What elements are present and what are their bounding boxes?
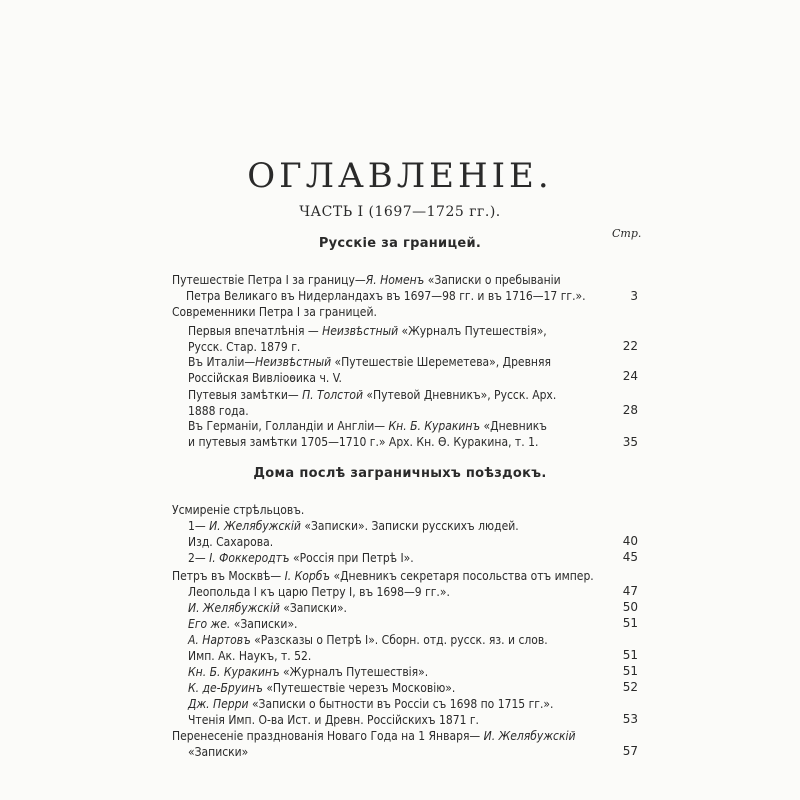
toc-line: Россійская Вивліоѳика ч. V. — [188, 371, 342, 385]
toc-line: Дж. Перри «Записки о бытности въ Россіи съ 1698 по 1715 гг.». — [188, 697, 554, 711]
toc-line: Петръ въ Москвѣ— I. Корбъ «Дневникъ секретаря посольства отъ импер. — [172, 569, 594, 583]
toc-line: 1888 года. — [188, 404, 249, 418]
toc-line: Чтенія Имп. О-ва Ист. и Древн. Россійскихъ 1871 г. — [188, 713, 479, 727]
toc-page-number: 3 — [630, 289, 638, 303]
toc-line: Перенесеніе празднованія Новаго Года на 1 Января— И. Желябужскій — [172, 729, 576, 743]
toc-page-number: 51 — [622, 648, 638, 662]
toc-page-number: 50 — [622, 600, 638, 614]
toc-line: Современники Петра I за границей. — [172, 305, 377, 319]
toc-page-number: 57 — [622, 744, 638, 758]
toc-page-number: 47 — [622, 584, 638, 598]
section-heading-abroad: Русскіе за границей. — [318, 236, 482, 251]
toc-line: Кн. Б. Куракинъ «Журналъ Путешествія». — [188, 665, 429, 679]
toc-page-number: 35 — [622, 435, 638, 449]
toc-page-number: 51 — [622, 664, 638, 678]
toc-line: Въ Германіи, Голландіи и Англіи— Кн. Б. Куракинъ «Дневникъ — [188, 419, 547, 433]
toc-line: К. де-Бруинъ «Путешествіе черезъ Московію». — [188, 681, 456, 695]
page-title: ОГЛАВЛЕНІЕ. — [247, 156, 553, 196]
toc-line: Имп. Ак. Наукъ, т. 52. — [188, 649, 312, 663]
toc-line: 1— И. Желябужскій «Записки». Записки русскихъ людей. — [188, 519, 519, 533]
toc-line: Первыя впечатлѣнія — Неизвѣстный «Журналъ Путешествія», — [188, 324, 547, 338]
toc-line: Путешествіе Петра I за границу—Я. Номенъ «Записки о пребываніи — [172, 273, 561, 287]
toc-line: Въ Италіи—Неизвѣстный «Путешествіе Шереметева», Древняя — [188, 355, 551, 369]
toc-page-number: 51 — [622, 616, 638, 630]
page-column-header: Стр. — [612, 227, 642, 240]
toc-line: и путевыя замѣтки 1705—1710 г.» Арх. Кн. Ѳ. Куракина, т. 1. — [188, 435, 539, 449]
toc-line: Его же. «Записки». — [188, 617, 298, 631]
part-heading: ЧАСТЬ I (1697—1725 гг.). — [299, 204, 501, 220]
toc-line: Изд. Сахарова. — [188, 535, 274, 549]
toc-line: 2— I. Фоккеродтъ «Россія при Петрѣ I». — [188, 551, 414, 565]
toc-line: Русск. Стар. 1879 г. — [188, 340, 301, 354]
toc-line: А. Нартовъ «Разсказы о Петрѣ I». Сборн. отд. русск. яз. и слов. — [188, 633, 548, 647]
toc-line: Леопольда I къ царю Петру I, въ 1698—9 гг.». — [188, 585, 450, 599]
toc-page-number: 22 — [622, 339, 638, 353]
toc-line: И. Желябужскій «Записки». — [188, 601, 347, 615]
toc-page-number: 45 — [622, 550, 638, 564]
toc-line: Петра Великаго въ Нидерландахъ въ 1697—98 гг. и въ 1716—17 гг.». — [186, 289, 586, 303]
toc-page-number: 52 — [622, 680, 638, 694]
section-heading-home: Дома послѣ заграничныхъ поѣздокъ. — [253, 466, 547, 481]
toc-line: Путевыя замѣтки— П. Толстой «Путевой Дневникъ», Русск. Арх. — [188, 388, 557, 402]
toc-page-number: 53 — [622, 712, 638, 726]
toc-page-number: 40 — [622, 534, 638, 548]
toc-page-number: 24 — [622, 369, 638, 383]
toc-line: Усмиреніе стрѣльцовъ. — [172, 503, 305, 517]
toc-page-number: 28 — [622, 403, 638, 417]
toc-line: «Записки» — [188, 745, 249, 759]
